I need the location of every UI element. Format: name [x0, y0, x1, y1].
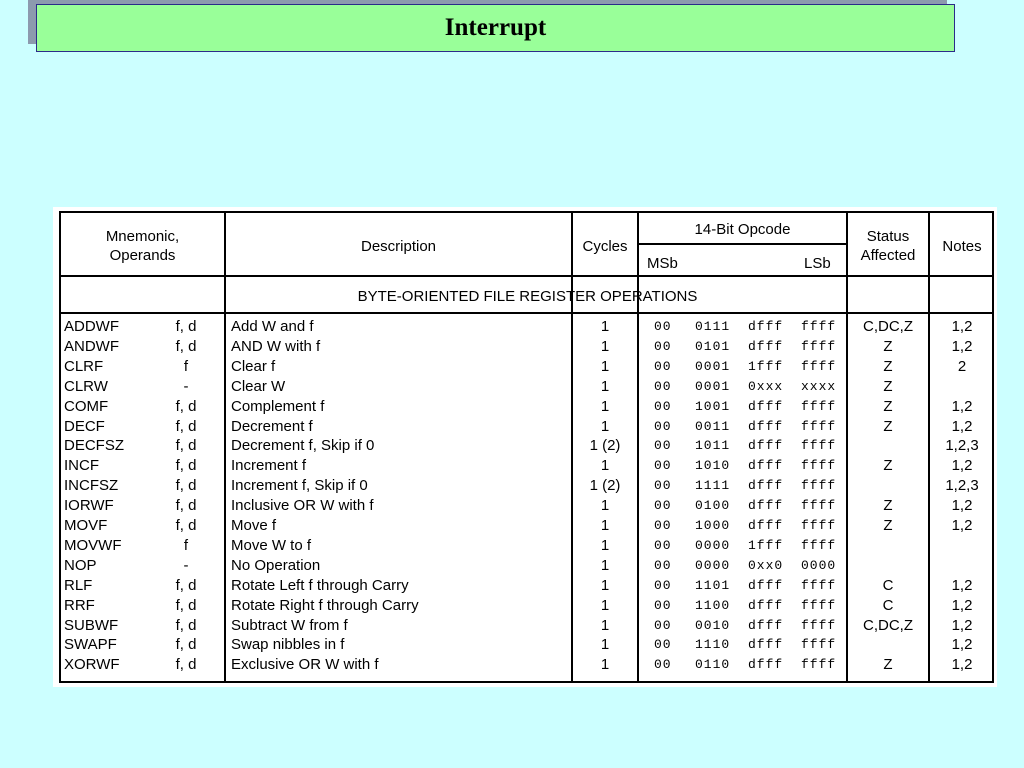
- cell-nt: 1,2: [951, 497, 973, 515]
- cell-op: -: [183, 556, 189, 574]
- cell-cyc: 1: [600, 636, 610, 654]
- cell-o4: ffff: [801, 597, 837, 613]
- cell-o3: 0xxx: [748, 378, 784, 394]
- cell-o1: 00: [654, 358, 672, 374]
- cell-op: f, d: [175, 497, 197, 515]
- instruction-table: [53, 207, 997, 687]
- cell-nt: 2: [957, 357, 967, 375]
- cell-cyc: 1 (2): [589, 437, 621, 455]
- cell-o3: dfff: [748, 637, 784, 653]
- cell-o2: 0000: [695, 537, 731, 553]
- cell-op: f, d: [175, 576, 197, 594]
- cell-nt: 1,2: [951, 337, 973, 355]
- cell-desc: Subtract W from f: [231, 616, 348, 634]
- cell-mn: MOVWF: [64, 536, 122, 554]
- cell-o1: 00: [654, 597, 672, 613]
- cell-cyc: 1: [600, 417, 610, 435]
- cell-o2: 1010: [695, 458, 731, 474]
- cell-st: Z: [883, 656, 893, 674]
- header-notes: Notes: [942, 238, 982, 255]
- cell-o3: dfff: [748, 458, 784, 474]
- cell-desc: Rotate Right f through Carry: [231, 596, 419, 614]
- cell-op: f, d: [175, 517, 197, 534]
- cell-cyc: 1: [600, 656, 610, 674]
- cell-mn: ADDWF: [64, 318, 119, 335]
- cell-st: Z: [883, 497, 893, 515]
- cell-o4: ffff: [801, 617, 837, 633]
- cell-o3: dfff: [748, 398, 784, 414]
- cell-desc: Clear f: [231, 357, 276, 375]
- cell-o2: 1001: [695, 398, 731, 414]
- cell-nt: 1,2: [951, 517, 973, 534]
- cell-o4: xxxx: [801, 378, 837, 394]
- cell-o3: 1fff: [748, 358, 784, 374]
- cell-o4: ffff: [801, 577, 837, 593]
- cell-o1: 00: [654, 537, 672, 553]
- cell-o2: 0010: [695, 617, 731, 633]
- cell-nt: 1,2: [951, 616, 973, 634]
- cell-o3: dfff: [748, 597, 784, 613]
- cell-desc: No Operation: [231, 556, 321, 574]
- cell-o3: dfff: [748, 478, 784, 494]
- cell-mn: SUBWF: [64, 616, 119, 634]
- col-divider: [224, 211, 226, 683]
- cell-cyc: 1: [600, 377, 610, 395]
- cell-o3: dfff: [748, 657, 784, 673]
- cell-desc: Inclusive OR W with f: [231, 497, 374, 515]
- cell-o4: ffff: [801, 518, 837, 533]
- cell-o4: ffff: [801, 319, 837, 334]
- cell-cyc: 1: [600, 457, 610, 475]
- header-cycles: Cycles: [582, 238, 628, 255]
- cell-nt: 1,2: [951, 457, 973, 475]
- cell-o2: 1111: [695, 478, 731, 494]
- cell-desc: Move W to f: [231, 536, 312, 554]
- cell-desc: Swap nibbles in f: [231, 636, 345, 654]
- cell-o1: 00: [654, 438, 672, 454]
- cell-o4: ffff: [801, 637, 837, 653]
- cell-o2: 1110: [695, 637, 731, 653]
- cell-cyc: 1: [600, 536, 610, 554]
- cell-nt: 1,2: [951, 596, 973, 614]
- cell-desc: Rotate Left f through Carry: [231, 576, 409, 594]
- cell-cyc: 1: [600, 576, 610, 594]
- cell-o2: 0101: [695, 338, 731, 354]
- cell-o3: dfff: [748, 617, 784, 633]
- header-opcode: 14-Bit Opcode: [694, 221, 791, 238]
- cell-o2: 0100: [695, 498, 731, 514]
- cell-op: f, d: [175, 656, 197, 674]
- cell-op: f, d: [175, 337, 197, 355]
- cell-o1: 00: [654, 458, 672, 474]
- cell-nt: 1,2,3: [945, 477, 979, 495]
- cell-nt: 1,2: [951, 417, 973, 435]
- header-lsb: LSb: [804, 255, 831, 272]
- cell-o3: dfff: [748, 577, 784, 593]
- section-title: BYTE-ORIENTED FILE REGISTER OPERATIONS: [357, 288, 698, 305]
- cell-desc: AND W with f: [231, 337, 321, 355]
- cell-st: Z: [883, 357, 893, 375]
- cell-o2: 1000: [695, 518, 731, 533]
- cell-cyc: 1: [600, 616, 610, 634]
- cell-o4: ffff: [801, 478, 837, 494]
- header-msb: MSb: [647, 255, 678, 272]
- title-banner: [36, 4, 955, 52]
- cell-o2: 0000: [695, 557, 731, 573]
- cell-cyc: 1: [600, 397, 610, 415]
- cell-desc: Clear W: [231, 377, 286, 395]
- cell-st: Z: [883, 337, 893, 355]
- cell-cyc: 1: [600, 517, 610, 534]
- cell-nt: 1,2,3: [945, 437, 979, 455]
- cell-o2: 0110: [695, 657, 731, 673]
- cell-mn: INCFSZ: [64, 477, 119, 495]
- cell-st: Z: [883, 457, 893, 475]
- cell-mn: RLF: [64, 576, 93, 594]
- cell-op: f, d: [175, 636, 197, 654]
- cell-o2: 0001: [695, 378, 731, 394]
- cell-o1: 00: [654, 617, 672, 633]
- section-divider: [59, 312, 994, 314]
- cell-o1: 00: [654, 319, 672, 334]
- cell-nt: 1,2: [951, 318, 973, 335]
- cell-op: f, d: [175, 417, 197, 435]
- cell-mn: XORWF: [64, 656, 120, 674]
- cell-desc: Complement f: [231, 397, 325, 415]
- cell-o1: 00: [654, 518, 672, 533]
- cell-desc: Add W and f: [231, 318, 314, 335]
- cell-o2: 1101: [695, 577, 731, 593]
- header-status: Status Affected: [860, 228, 916, 264]
- cell-mn: ANDWF: [64, 337, 119, 355]
- cell-o3: 0xx0: [748, 557, 784, 573]
- cell-desc: Decrement f, Skip if 0: [231, 437, 375, 455]
- cell-o2: 0011: [695, 418, 731, 434]
- cell-o1: 00: [654, 418, 672, 434]
- cell-op: f, d: [175, 457, 197, 475]
- cell-o4: ffff: [801, 338, 837, 354]
- cell-mn: NOP: [64, 556, 97, 574]
- cell-o3: dfff: [748, 319, 784, 334]
- cell-o3: 1fff: [748, 537, 784, 553]
- cell-mn: DECFSZ: [64, 437, 124, 455]
- cell-nt: 1,2: [951, 576, 973, 594]
- cell-o1: 00: [654, 398, 672, 414]
- cell-mn: MOVF: [64, 517, 108, 534]
- header-divider: [59, 275, 994, 277]
- cell-mn: INCF: [64, 457, 99, 475]
- cell-op: f: [183, 536, 189, 554]
- cell-nt: 1,2: [951, 656, 973, 674]
- opcode-divider: [637, 243, 848, 245]
- cell-o1: 00: [654, 338, 672, 354]
- cell-desc: Increment f, Skip if 0: [231, 477, 368, 495]
- cell-o4: ffff: [801, 657, 837, 673]
- cell-mn: CLRF: [64, 357, 104, 375]
- cell-o4: ffff: [801, 398, 837, 414]
- cell-op: f, d: [175, 616, 197, 634]
- cell-o4: 0000: [801, 557, 837, 573]
- cell-st: Z: [883, 517, 893, 534]
- cell-op: f, d: [175, 318, 197, 335]
- cell-o1: 00: [654, 478, 672, 494]
- cell-mn: SWAPF: [64, 636, 117, 654]
- cell-cyc: 1: [600, 337, 610, 355]
- cell-o3: dfff: [748, 418, 784, 434]
- cell-op: f: [183, 357, 189, 375]
- cell-o4: ffff: [801, 418, 837, 434]
- cell-mn: CLRW: [64, 377, 108, 395]
- cell-mn: COMF: [64, 397, 109, 415]
- cell-nt: 1,2: [951, 397, 973, 415]
- cell-desc: Decrement f: [231, 417, 313, 435]
- cell-st: C: [882, 576, 894, 594]
- cell-o1: 00: [654, 498, 672, 514]
- cell-desc: Increment f: [231, 457, 307, 475]
- cell-cyc: 1: [600, 318, 610, 335]
- cell-mn: DECF: [64, 417, 105, 435]
- cell-o3: dfff: [748, 518, 784, 533]
- cell-o2: 0001: [695, 358, 731, 374]
- slide-title: Interrupt: [444, 13, 547, 41]
- cell-op: -: [183, 377, 189, 395]
- cell-st: Z: [883, 417, 893, 435]
- cell-cyc: 1: [600, 556, 610, 574]
- cell-o3: dfff: [748, 338, 784, 354]
- cell-mn: IORWF: [64, 497, 114, 515]
- cell-cyc: 1: [600, 596, 610, 614]
- cell-o2: 1100: [695, 597, 731, 613]
- header-mnemonic: Mnemonic, Operands: [105, 228, 180, 264]
- cell-o1: 00: [654, 557, 672, 573]
- cell-o3: dfff: [748, 498, 784, 514]
- cell-st: C: [882, 596, 894, 614]
- cell-st: C,DC,Z: [863, 616, 913, 634]
- cell-op: f, d: [175, 437, 197, 455]
- table-bottom: [59, 681, 994, 683]
- cell-st: Z: [883, 377, 893, 395]
- cell-cyc: 1 (2): [589, 477, 621, 495]
- cell-o1: 00: [654, 657, 672, 673]
- cell-op: f, d: [175, 397, 197, 415]
- cell-o3: dfff: [748, 438, 784, 454]
- cell-o1: 00: [654, 378, 672, 394]
- cell-op: f, d: [175, 477, 197, 495]
- header-description: Description: [360, 238, 437, 255]
- cell-o4: ffff: [801, 498, 837, 514]
- cell-o1: 00: [654, 577, 672, 593]
- cell-nt: 1,2: [951, 636, 973, 654]
- cell-o4: ffff: [801, 537, 837, 553]
- cell-o1: 00: [654, 637, 672, 653]
- cell-o4: ffff: [801, 358, 837, 374]
- cell-st: C,DC,Z: [863, 318, 913, 335]
- cell-mn: RRF: [64, 596, 95, 614]
- cell-op: f, d: [175, 596, 197, 614]
- col-divider: [637, 211, 639, 683]
- cell-o2: 1011: [695, 438, 731, 454]
- cell-o4: ffff: [801, 438, 837, 454]
- cell-cyc: 1: [600, 357, 610, 375]
- cell-cyc: 1: [600, 497, 610, 515]
- cell-o2: 0111: [695, 319, 731, 334]
- cell-o4: ffff: [801, 458, 837, 474]
- cell-desc: Exclusive OR W with f: [231, 656, 379, 674]
- cell-desc: Move f: [231, 517, 277, 534]
- cell-st: Z: [883, 397, 893, 415]
